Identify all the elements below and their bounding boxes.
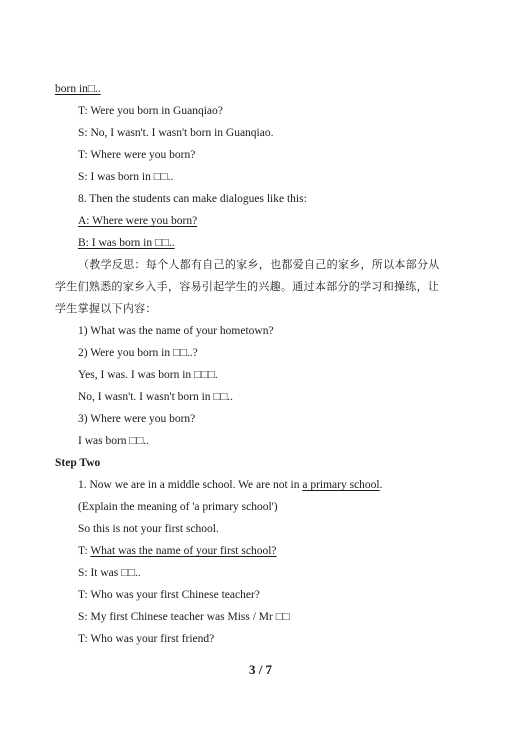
text-line: S: It was □□.. [78,567,141,579]
text-line: So this is not your first school. [78,523,219,535]
text-line: T: Who was your first Chinese teacher? [78,589,260,601]
dialogue-line-a: A: Where were you born? [78,215,198,227]
text-line: 3) Where were you born? [78,413,196,425]
text-line: S: My first Chinese teacher was Miss / Mr □□ [78,611,290,623]
reflection-line: 学生掌握以下内容： [55,302,157,315]
text-line: T: Where were you born? [78,149,196,161]
text-line: born in□.. [55,83,101,95]
dialogue-line-b: B: I was born in □□.. [78,237,175,249]
section-heading: Step Two [55,457,101,469]
text-line: 8. Then the students can make dialogues like this: [78,193,307,205]
text-line: T: Who was your first friend? [78,633,215,645]
text-span: T: [78,545,91,557]
text-span: . [379,479,383,491]
text-line [78,478,383,492]
text-span: 1. Now we are in a middle school. We are not in [78,479,303,491]
text-line: S: No, I wasn't. I wasn't born in Guanqiao. [78,127,274,139]
text-line: 2) Were you born in □□..? [78,347,198,359]
reflection-line: （教学反思：每个人都有自己的家乡，也都爱自己的家乡，所以本部分从 [78,258,440,271]
underlined-phrase: What was the name of your first school? [90,545,277,557]
text-line: Yes, I was. I was born in □□□. [78,369,218,381]
underlined-phrase: a primary school [302,479,380,491]
text-line: T: Were you born in Guanqiao? [78,105,223,117]
text-line: (Explain the meaning of 'a primary school') [78,501,278,513]
text-line: 1) What was the name of your hometown? [78,325,274,337]
text-line [78,544,277,558]
text-line: I was born □□.. [78,435,150,447]
text-line: No, I wasn't. I wasn't born in □□.. [78,391,234,403]
page-number: 3 / 7 [248,662,273,677]
reflection-line: 学生们熟悉的家乡入手，容易引起学生的兴趣。通过本部分的学习和操练，让 [55,280,440,293]
text-line: S: I was born in □□.. [78,171,174,183]
